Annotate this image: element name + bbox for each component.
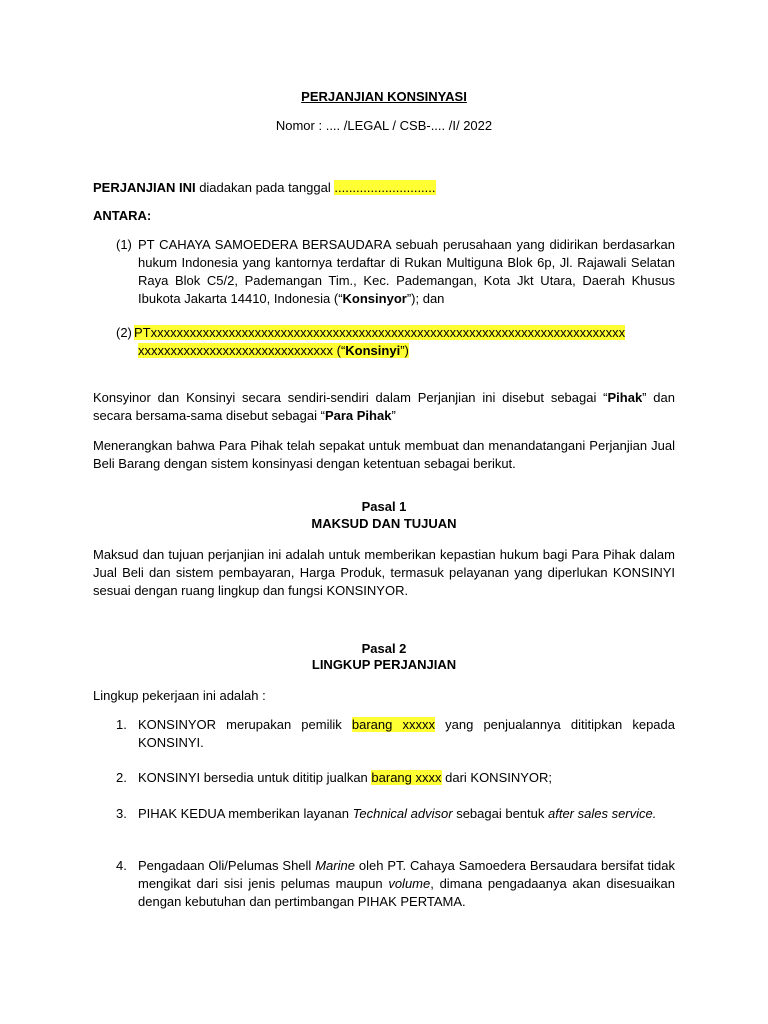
item-1-number: 1.: [116, 717, 127, 732]
party-1-suffix: ”); dan: [406, 291, 445, 306]
item-1-highlight: barang xxxxx: [351, 717, 435, 732]
item-3-italic-2: after sales service.: [547, 806, 657, 821]
item-3-number: 3.: [116, 806, 127, 821]
item-4-italic-2: volume: [388, 876, 431, 891]
intro-text: diadakan pada tanggal: [195, 180, 335, 195]
pasal-1-title: MAKSUD DAN TUJUAN: [311, 516, 457, 531]
pasal-1-text: Maksud dan tujuan perjanjian ini adalah untuk memberikan kepastian hukum bagi Para Pihak dalam Jual Beli dan sistem pembayaran, Harga Produk, termasuk pelayanan yang diperlukan KONSINYI sesuai dengan ruang lingkup dan fungsi KONSINYOR.: [93, 547, 675, 598]
pasal-2-lead: Lingkup pekerjaan ini adalah :: [93, 688, 266, 703]
item-2-pre: KONSINYI bersedia untuk dititip jualkan: [138, 770, 372, 785]
pihak-text-2: ” dan secara bersama-sama disebut sebagai “: [93, 390, 675, 423]
date-blank: ............................: [334, 180, 436, 195]
party-2-number: (2): [116, 325, 132, 340]
document-number: Nomor : .... /LEGAL / CSB-.... /I/ 2022: [275, 118, 493, 133]
pihak-text-3: ”: [391, 408, 396, 423]
para-pihak-term: Para Pihak: [324, 408, 392, 423]
pihak-term: Pihak: [607, 390, 643, 405]
party-2-line-1: [134, 324, 675, 342]
intro-label: PERJANJIAN INI: [93, 180, 196, 195]
pihak-text-1: Konsyinor dan Konsinyi secara sendiri-sendiri dalam Perjanjian ini disebut sebagai “: [93, 390, 608, 405]
party-1-text: [138, 236, 675, 308]
item-4-mid: oleh PT. Cahaya Samoedera Bersaudara bersifat tidak mengikat dari sisi jenis pelumas maupun: [138, 858, 675, 891]
item-4-text: [138, 857, 675, 911]
item-3-italic-1: Technical advisor: [352, 806, 453, 821]
antara-heading: ANTARA:: [93, 208, 152, 223]
item-4-italic-1: Marine: [315, 858, 355, 873]
item-2-text: [138, 769, 675, 787]
pasal-2-number: Pasal 2: [361, 641, 407, 656]
party-2-suffix: ”): [400, 343, 409, 358]
party-1-description: PT CAHAYA SAMOEDERA BERSAUDARA sebuah perusahaan yang didirikan berdasarkan hukum Indonesia yang kantornya terdaftar di Rukan Multiguna Blok 6p, Jl. Rajawali Selatan Raya Blok C5/2, Pademangan Tim., Kec. Pademangan, Kota Jkt Utara, Daerah Khusus Ibukota Jakarta 14410, Indonesia (“: [138, 237, 675, 306]
item-2-number: 2.: [116, 770, 127, 785]
pihak-paragraph: [93, 389, 675, 425]
document-title: PERJANJIAN KONSINYASI: [301, 89, 467, 104]
pasal-1-number: Pasal 1: [361, 499, 407, 514]
item-4-pre: Pengadaan Oli/Pelumas Shell: [138, 858, 316, 873]
intro-paragraph: [93, 179, 675, 197]
menerangkan-paragraph: Menerangkan bahwa Para Pihak telah sepakat untuk membuat dan menandatangani Perjanjian Jual Beli Barang dengan sistem konsinyasi dengan ketentuan sebagai berikut.: [93, 438, 675, 471]
item-3-mid: sebagai bentuk: [452, 806, 548, 821]
item-1-pre: KONSINYOR merupakan pemilik: [138, 717, 352, 732]
party-2-role: Konsinyi: [345, 343, 401, 358]
party-1-number: (1): [116, 237, 132, 252]
party-2-line-2: [138, 342, 409, 360]
party-2-name-continuation: xxxxxxxxxxxxxxxxxxxxxxxxxxxxxx (“: [138, 343, 346, 358]
party-2-name-placeholder: PTxxxxxxxxxxxxxxxxxxxxxxxxxxxxxxxxxxxxxxxxxxxxxxxxxxxxxxxxxxxxxxxxxxxxxxxxx: [134, 325, 626, 340]
item-3-pre: PIHAK KEDUA memberikan layanan: [138, 806, 353, 821]
item-4-number: 4.: [116, 858, 127, 873]
item-2-post: dari KONSINYOR;: [441, 770, 553, 785]
party-1-role: Konsinyor: [342, 291, 407, 306]
item-2-highlight: barang xxxx: [371, 770, 442, 785]
item-1-post: yang penjualannya dititipkan kepada KONSINYI.: [138, 717, 675, 750]
item-4-post: , dimana pengadaanya akan disesuaikan dengan kebutuhan dan pertimbangan PIHAK PERTAMA.: [138, 876, 675, 909]
item-1-text: [138, 716, 675, 752]
pasal-2-title: LINGKUP PERJANJIAN: [311, 657, 457, 672]
item-3-text: [138, 805, 675, 823]
